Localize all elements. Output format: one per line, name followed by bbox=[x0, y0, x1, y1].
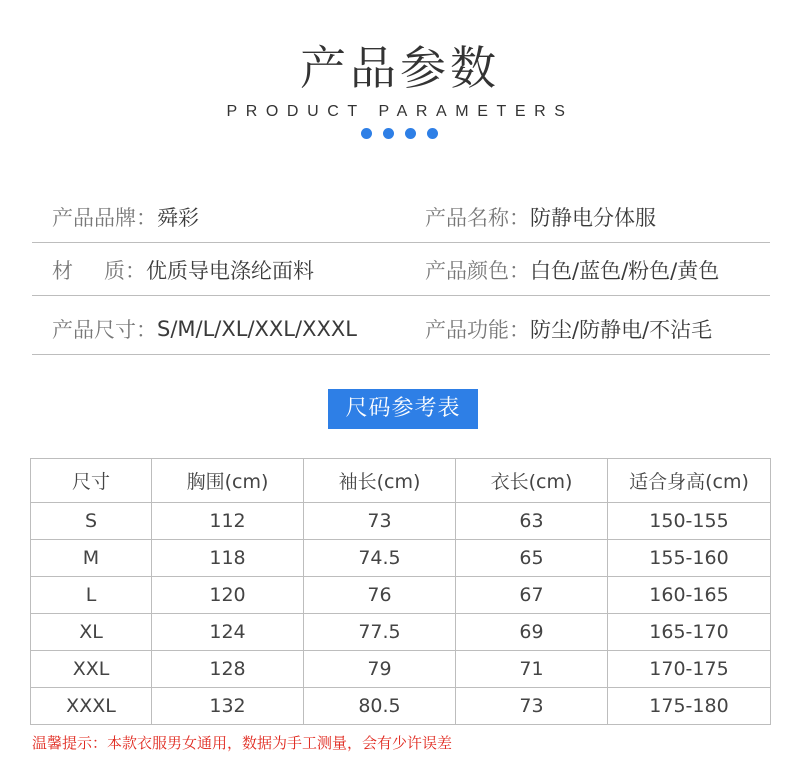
page-subtitle: PRODUCT PARAMETERS bbox=[226, 103, 574, 120]
param-row-material-color bbox=[32, 245, 770, 296]
size-chart-title: 尺码参考表 bbox=[328, 389, 478, 429]
table-cell: 74.5 bbox=[304, 540, 456, 577]
param-product-name bbox=[425, 192, 656, 242]
table-row bbox=[31, 503, 771, 540]
table-cell: 150-155 bbox=[608, 503, 771, 540]
table-cell: XXL bbox=[31, 651, 152, 688]
table-cell: XXXL bbox=[31, 688, 152, 725]
param-color bbox=[425, 245, 719, 295]
param-label: 产品颜色： bbox=[425, 259, 530, 283]
param-value: 白色/蓝色/粉色/黄色 bbox=[530, 259, 720, 283]
table-row bbox=[31, 688, 771, 725]
table-cell: 67 bbox=[456, 577, 608, 614]
dot-icon bbox=[405, 128, 416, 139]
table-cell: L bbox=[31, 577, 152, 614]
table-cell: 79 bbox=[304, 651, 456, 688]
table-cell: XL bbox=[31, 614, 152, 651]
table-cell: 65 bbox=[456, 540, 608, 577]
decorative-dots bbox=[361, 128, 438, 139]
param-label: 产品名称： bbox=[425, 206, 530, 230]
column-header: 尺寸 bbox=[31, 459, 152, 503]
table-cell: 80.5 bbox=[304, 688, 456, 725]
table-cell: 160-165 bbox=[608, 577, 771, 614]
table-cell: 69 bbox=[456, 614, 608, 651]
param-value: 防静电分体服 bbox=[530, 206, 656, 230]
param-label: 产品功能： bbox=[425, 318, 530, 342]
param-value: 防尘/防静电/不沾毛 bbox=[530, 318, 713, 342]
size-chart-table bbox=[30, 458, 771, 725]
param-function bbox=[425, 304, 712, 354]
table-cell: 132 bbox=[152, 688, 304, 725]
param-label: 产品品牌： bbox=[52, 206, 157, 230]
param-value: 舜彩 bbox=[157, 206, 199, 230]
table-cell: 124 bbox=[152, 614, 304, 651]
table-cell: 120 bbox=[152, 577, 304, 614]
column-header: 袖长(cm) bbox=[304, 459, 456, 503]
param-row-size-function bbox=[32, 304, 770, 355]
table-cell: 73 bbox=[304, 503, 456, 540]
table-cell: 63 bbox=[456, 503, 608, 540]
column-header: 适合身高(cm) bbox=[608, 459, 771, 503]
table-row bbox=[31, 577, 771, 614]
table-cell: 128 bbox=[152, 651, 304, 688]
table-header-row bbox=[31, 459, 771, 503]
param-label bbox=[52, 255, 146, 285]
column-header: 衣长(cm) bbox=[456, 459, 608, 503]
param-label-part: 质： bbox=[104, 259, 146, 283]
warm-tip: 温馨提示：本款衣服男女通用，数据为手工测量，会有少许误差 bbox=[32, 734, 453, 752]
table-cell: 155-160 bbox=[608, 540, 771, 577]
table-cell: 118 bbox=[152, 540, 304, 577]
table-cell: 112 bbox=[152, 503, 304, 540]
dot-icon bbox=[427, 128, 438, 139]
page-title: 产品参数 bbox=[300, 41, 500, 95]
table-cell: 73 bbox=[456, 688, 608, 725]
param-size bbox=[52, 304, 357, 354]
dot-icon bbox=[361, 128, 372, 139]
table-row bbox=[31, 614, 771, 651]
param-label-part: 材 bbox=[52, 259, 73, 283]
table-cell: 165-170 bbox=[608, 614, 771, 651]
table-cell: 170-175 bbox=[608, 651, 771, 688]
dot-icon bbox=[383, 128, 394, 139]
param-row-brand-name bbox=[32, 192, 770, 243]
table-cell: M bbox=[31, 540, 152, 577]
table-cell: 71 bbox=[456, 651, 608, 688]
table-cell: 77.5 bbox=[304, 614, 456, 651]
table-row bbox=[31, 651, 771, 688]
table-cell: 175-180 bbox=[608, 688, 771, 725]
param-brand bbox=[52, 192, 199, 242]
param-material bbox=[52, 245, 314, 295]
table-cell: 76 bbox=[304, 577, 456, 614]
param-label: 产品尺寸： bbox=[52, 318, 157, 342]
param-value: S/M/L/XL/XXL/XXXL bbox=[157, 317, 357, 341]
param-value: 优质导电涤纶面料 bbox=[146, 259, 314, 283]
column-header: 胸围(cm) bbox=[152, 459, 304, 503]
table-row bbox=[31, 540, 771, 577]
table-cell: S bbox=[31, 503, 152, 540]
